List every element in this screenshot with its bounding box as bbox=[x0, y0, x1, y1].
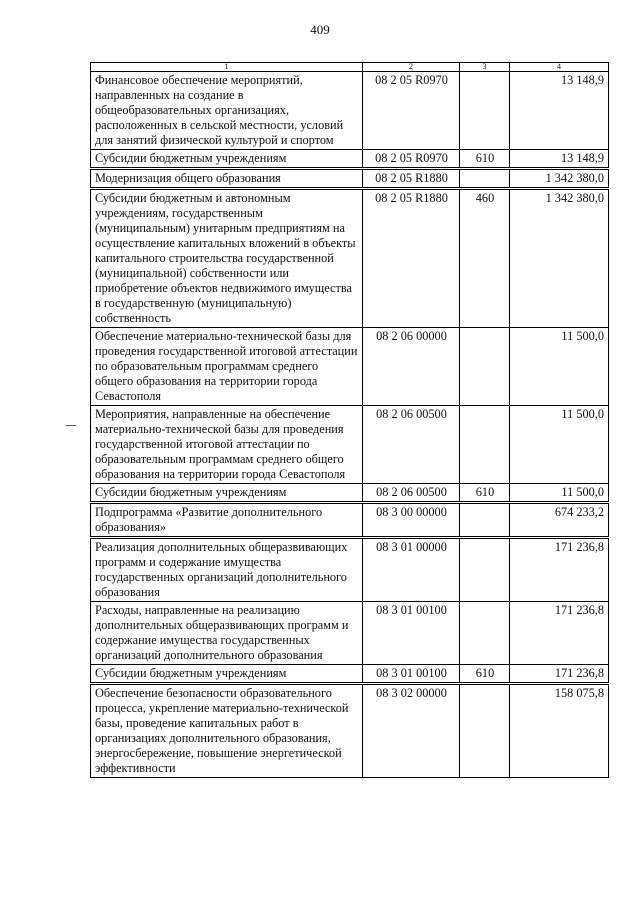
table-row bbox=[91, 538, 609, 602]
row-type bbox=[460, 538, 510, 602]
row-code: 08 3 01 00100 bbox=[363, 665, 460, 684]
row-code: 08 2 05 R0970 bbox=[363, 150, 460, 169]
table-row bbox=[91, 684, 609, 778]
row-name: Субсидии бюджетным учреждениям bbox=[91, 484, 363, 503]
row-code: 08 2 05 R1880 bbox=[363, 189, 460, 328]
row-type bbox=[460, 602, 510, 665]
table-header-row bbox=[91, 63, 609, 72]
table-row bbox=[91, 169, 609, 189]
row-code: 08 2 06 00500 bbox=[363, 484, 460, 503]
row-code: 08 3 02 00000 bbox=[363, 684, 460, 778]
table-row bbox=[91, 72, 609, 150]
table-row bbox=[91, 665, 609, 684]
row-type: 460 bbox=[460, 189, 510, 328]
table-row bbox=[91, 189, 609, 328]
row-amount: 11 500,0 bbox=[510, 328, 609, 406]
row-type bbox=[460, 503, 510, 538]
row-name: Модернизация общего образования bbox=[91, 169, 363, 189]
row-type bbox=[460, 169, 510, 189]
table-row bbox=[91, 328, 609, 406]
row-amount: 171 236,8 bbox=[510, 538, 609, 602]
row-code: 08 2 06 00500 bbox=[363, 406, 460, 484]
header-col-1: 1 bbox=[91, 63, 363, 72]
row-type: 610 bbox=[460, 484, 510, 503]
row-code: 08 2 06 00000 bbox=[363, 328, 460, 406]
table-row bbox=[91, 484, 609, 503]
row-amount: 1 342 380,0 bbox=[510, 189, 609, 328]
header-col-2: 2 bbox=[363, 63, 460, 72]
row-name: Реализация дополнительных общеразвивающих программ и содержание имущества государственных организаций дополнительного образования bbox=[91, 538, 363, 602]
table-row bbox=[91, 503, 609, 538]
row-name: Обеспечение материально-технической базы для проведения государственной итоговой аттестации по образовательным программам среднего общего образования на территории города Севастополя bbox=[91, 328, 363, 406]
row-code: 08 3 01 00100 bbox=[363, 602, 460, 665]
row-type bbox=[460, 328, 510, 406]
row-code: 08 3 01 00000 bbox=[363, 538, 460, 602]
row-name: Субсидии бюджетным учреждениям bbox=[91, 150, 363, 169]
row-name: Субсидии бюджетным и автономным учреждениям, государственным (муниципальным) унитарным предприятиям на осуществление капитальных вложений в объекты капитального строительства государственной (муниципальной) собственности или приобретение объектов недвижимого имущества в государственную (муниципальную) собственность bbox=[91, 189, 363, 328]
row-code: 08 2 05 R1880 bbox=[363, 169, 460, 189]
table-row bbox=[91, 406, 609, 484]
row-type bbox=[460, 684, 510, 778]
row-name: Обеспечение безопасности образовательного процесса, укрепление материально-технической базы, проведение капитальных работ в организациях дополнительного образования, энергосбережение, повышение энергетической эффективности bbox=[91, 684, 363, 778]
row-name: Подпрограмма «Развитие дополнительного образования» bbox=[91, 503, 363, 538]
row-type: 610 bbox=[460, 665, 510, 684]
row-code: 08 2 05 R0970 bbox=[363, 72, 460, 150]
row-name: Мероприятия, направленные на обеспечение материально-технической базы для проведения государственной итоговой аттестации по образовательным программам среднего общего образования на территории города Севастополя bbox=[91, 406, 363, 484]
header-col-3: 3 bbox=[460, 63, 510, 72]
row-amount: 171 236,8 bbox=[510, 665, 609, 684]
row-amount: 171 236,8 bbox=[510, 602, 609, 665]
row-amount: 11 500,0 bbox=[510, 406, 609, 484]
row-amount: 11 500,0 bbox=[510, 484, 609, 503]
page-number: 409 bbox=[310, 22, 330, 37]
table-row bbox=[91, 150, 609, 169]
header-col-4: 4 bbox=[510, 63, 609, 72]
row-name: Финансовое обеспечение мероприятий, направленных на создание в общеобразовательных организациях, расположенных в сельской местности, условий для занятий физической культурой и спортом bbox=[91, 72, 363, 150]
row-amount: 158 075,8 bbox=[510, 684, 609, 778]
row-amount: 13 148,9 bbox=[510, 150, 609, 169]
table-row bbox=[91, 602, 609, 665]
margin-mark bbox=[66, 425, 76, 426]
row-amount: 13 148,9 bbox=[510, 72, 609, 150]
row-amount: 674 233,2 bbox=[510, 503, 609, 538]
row-name: Расходы, направленные на реализацию дополнительных общеразвивающих программ и содержание имущества государственных организаций дополнительного образования bbox=[91, 602, 363, 665]
row-type bbox=[460, 406, 510, 484]
row-type bbox=[460, 72, 510, 150]
row-amount: 1 342 380,0 bbox=[510, 169, 609, 189]
row-code: 08 3 00 00000 bbox=[363, 503, 460, 538]
budget-table bbox=[90, 62, 609, 778]
row-type: 610 bbox=[460, 150, 510, 169]
row-name: Субсидии бюджетным учреждениям bbox=[91, 665, 363, 684]
